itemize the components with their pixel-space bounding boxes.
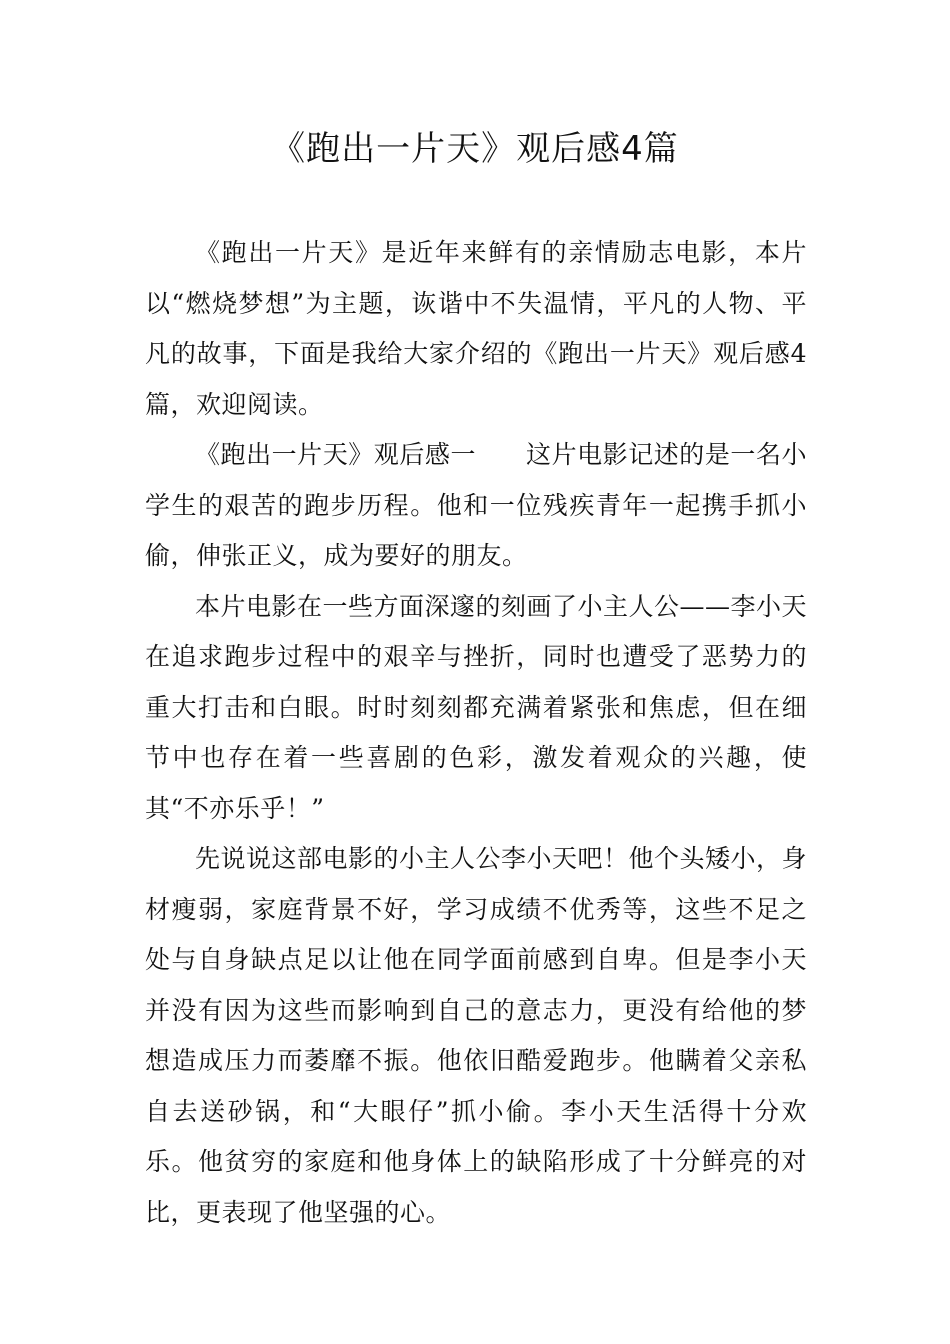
- intro-paragraph: 《跑出一片天》是近年来鲜有的亲情励志电影，本片以“燃烧梦想”为主题，诙谐中不失温情，平凡的人物、平凡的故事，下面是我给大家介绍的《跑出一片天》观后感4篇，欢迎阅读。: [145, 238, 807, 419]
- section-heading: 《跑出一片天》观后感一: [195, 440, 476, 469]
- body-paragraph: 先说说这部电影的小主人公李小天吧！他个头矮小，身材瘦弱，家庭背景不好，学习成绩不优秀等，这些不足之处与自身缺点足以让他在同学面前感到自卑。但是李小天并没有因为这些而影响到自己的意志力，更没有给他的梦想造成压力而萎靡不振。他依旧酷爱跑步。他瞒着父亲私自去送砂锅，和“大眼仔”抓小偷。李小天生活得十分欢乐。他贫穷的家庭和他身体上的缺陷形成了十分鲜亮的对比，更表现了他坚强的心。: [145, 844, 808, 1227]
- body-paragraph: 本片电影在一些方面深邃的刻画了小主人公——李小天在追求跑步过程中的艰辛与挫折，同时也遭受了恶势力的重大打击和白眼。时时刻刻都充满着紧张和焦虑，但在细节中也存在着一些喜剧的色彩，激发着观众的兴趣，使其“不亦乐乎！”: [145, 591, 808, 823]
- section-one-paragraph: [145, 430, 807, 582]
- document-title: 《跑出一片天》观后感4篇: [271, 129, 679, 169]
- section-one-text: 这片电影记述的是一名小学生的艰苦的跑步历程。他和一位残疾青年一起携手抓小偷，伸张正义，成为要好的朋友。: [145, 440, 807, 570]
- document-body: [145, 228, 807, 1238]
